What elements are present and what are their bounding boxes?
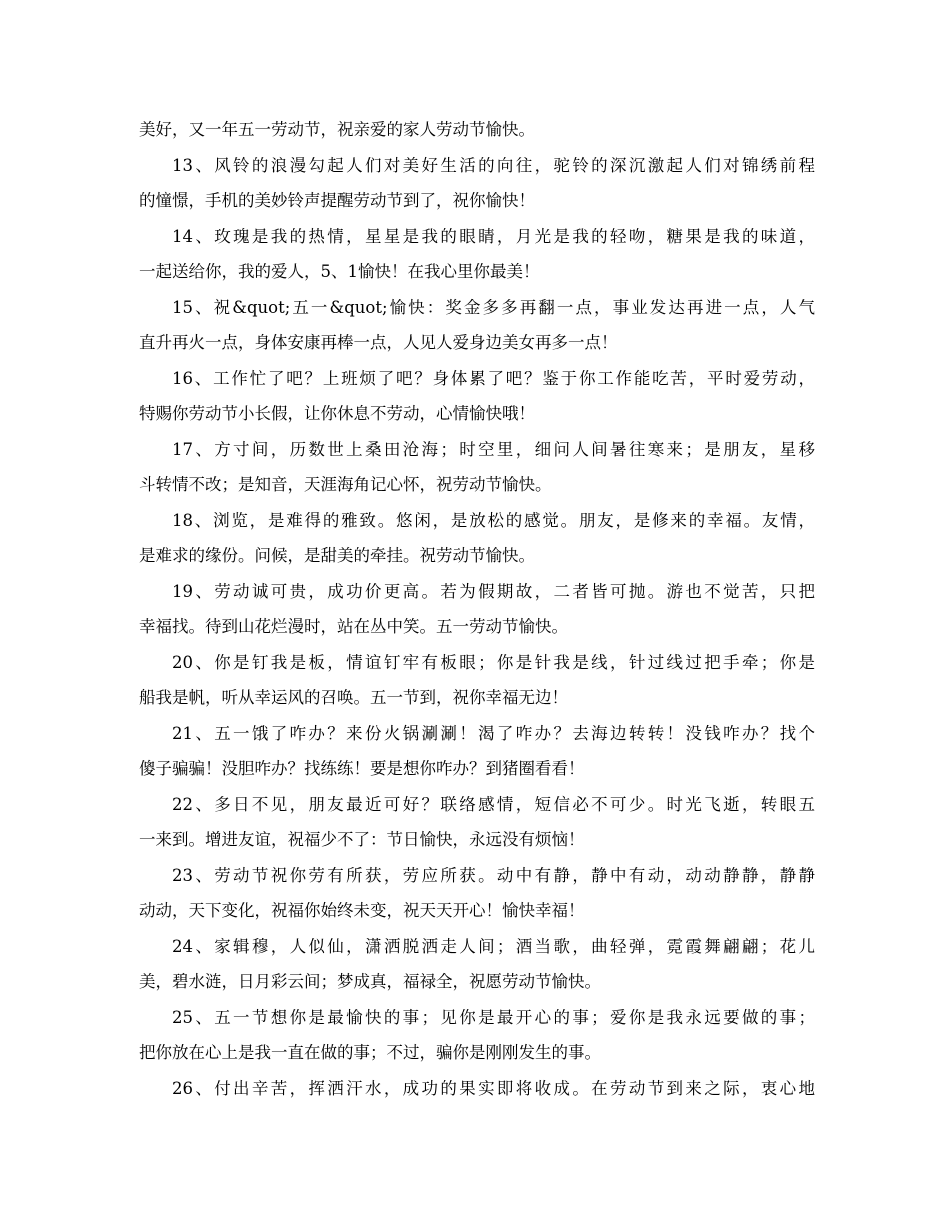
text-line: 直升再火一点，身体安康再棒一点，人见人爱身边美女再多一点！ xyxy=(139,333,618,352)
text-line: 幸福找。待到山花烂漫时，站在丛中笑。五一劳动节愉快。 xyxy=(139,617,568,636)
text-line: 是难求的缘份。问候，是甜美的牵挂。祝劳动节愉快。 xyxy=(139,546,535,565)
text-line: 22、多日不见，朋友最近可好？联络感情，短信必不可少。时光飞逝，转眼五 xyxy=(172,794,815,814)
text-line: 的憧憬，手机的美妙铃声提醒劳动节到了，祝你愉快！ xyxy=(139,191,535,210)
text-line: 一来到。增进友谊，祝福少不了：节日愉快，永远没有烦恼！ xyxy=(139,830,585,849)
text-line: 美，碧水涟，日月彩云间；梦成真，福禄全，祝愿劳动节愉快。 xyxy=(139,972,601,991)
text-line: 把你放在心上是我一直在做的事；不过，骗你是刚刚发生的事。 xyxy=(139,1043,601,1062)
text-line: 23、劳动节祝你劳有所获，劳应所获。动中有静，静中有动，动动静静，静静 xyxy=(172,865,815,885)
text-line: 20、你是钉我是板，情谊钉牢有板眼；你是针我是线，针过线过把手牵；你是 xyxy=(172,652,815,672)
document-body xyxy=(139,112,815,1106)
text-line: 傻子骗骗！没胆咋办？找练练！要是想你咋办？到猪圈看看！ xyxy=(139,759,585,778)
text-line: 21、五一饿了咋办？来份火锅涮涮！渴了咋办？去海边转转！没钱咋办？找个 xyxy=(172,723,815,743)
text-line: 船我是帆，听从幸运风的召唤。五一节到，祝你幸福无边！ xyxy=(139,688,568,707)
text-line: 13、风铃的浪漫勾起人们对美好生活的向往，驼铃的深沉激起人们对锦绣前程 xyxy=(172,155,815,175)
text-line: 美好，又一年五一劳动节，祝亲爱的家人劳动节愉快。 xyxy=(139,120,535,139)
text-line: 18、浏览，是难得的雅致。悠闲，是放松的感觉。朋友，是修来的幸福。友情， xyxy=(172,510,815,530)
text-line: 25、五一节想你是最愉快的事；见你是最开心的事；爱你是我永远要做的事； xyxy=(172,1007,815,1027)
text-line: 一起送给你，我的爱人，5、1愉快！在我心里你最美！ xyxy=(139,262,540,281)
text-line: 16、工作忙了吧？上班烦了吧？身体累了吧？鉴于你工作能吃苦，平时爱劳动， xyxy=(172,368,815,388)
text-line: 17、方寸间，历数世上桑田沧海；时空里，细问人间暑往寒来；是朋友，星移 xyxy=(172,439,815,459)
text-line: 动动，天下变化，祝福你始终未变，祝天天开心！愉快幸福！ xyxy=(139,901,585,920)
text-line: 15、祝&quot;五一&quot;愉快：奖金多多再翻一点，事业发达再进一点，人气 xyxy=(172,297,815,317)
text-line: 特赐你劳动节小长假，让你休息不劳动，心情愉快哦！ xyxy=(139,404,535,423)
text-line: 斗转情不改；是知音，天涯海角记心怀，祝劳动节愉快。 xyxy=(139,475,552,494)
text-line: 26、付出辛苦，挥洒汗水，成功的果实即将收成。在劳动节到来之际，衷心地 xyxy=(172,1078,815,1098)
text-line: 14、玫瑰是我的热情，星星是我的眼睛，月光是我的轻吻，糖果是我的味道， xyxy=(172,226,815,246)
text-line: 19、劳动诚可贵，成功价更高。若为假期故，二者皆可抛。游也不觉苦，只把 xyxy=(172,581,815,601)
text-line: 24、家辑穆，人似仙，潇洒脱洒走人间；酒当歌，曲轻弹，霓霞舞翩翩；花儿 xyxy=(172,936,815,956)
